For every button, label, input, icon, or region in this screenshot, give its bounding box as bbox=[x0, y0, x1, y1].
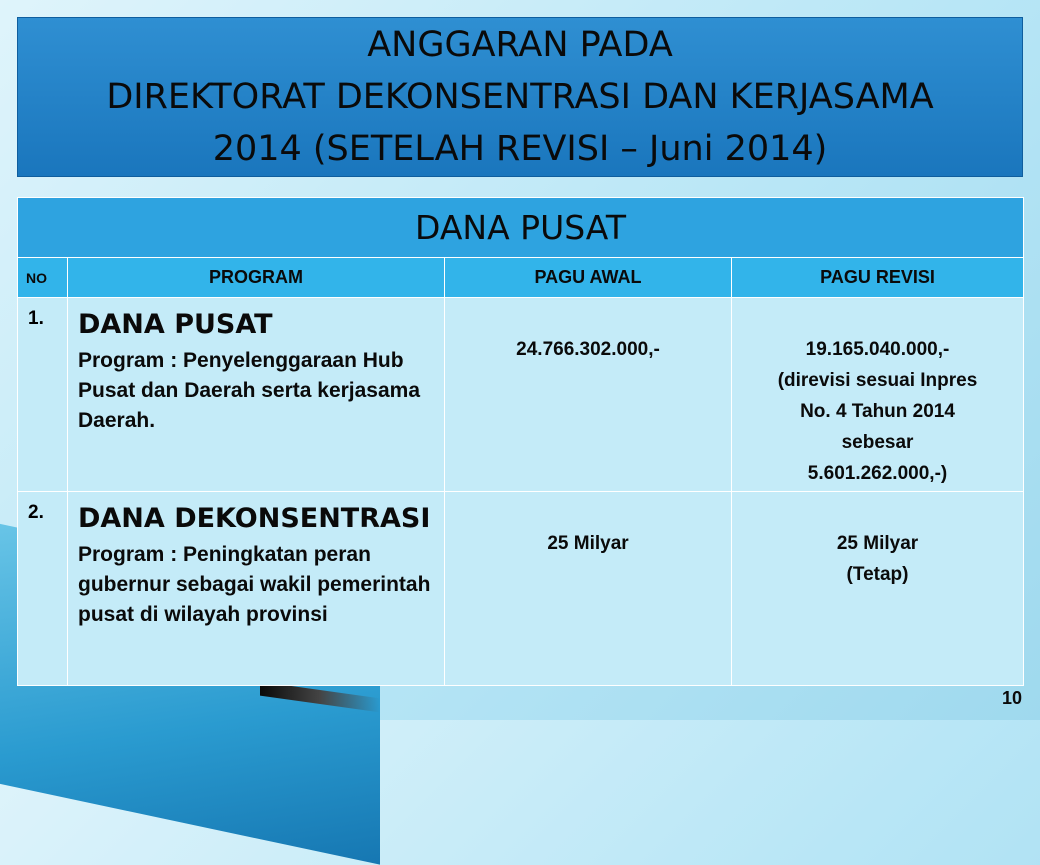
title-box bbox=[17, 17, 1023, 177]
pagu-awal-cell bbox=[445, 298, 732, 492]
table-header-row bbox=[18, 258, 1024, 298]
page-number: 10 bbox=[1001, 688, 1022, 708]
program-cell bbox=[68, 492, 445, 686]
pagu-revisi-cell bbox=[732, 298, 1024, 492]
pagu-revisi-line: (direvisi sesuai Inpres bbox=[777, 370, 978, 391]
pagu-revisi-line: (Tetap) bbox=[846, 564, 909, 585]
pagu-revisi-line: 5.601.262.000,-) bbox=[807, 463, 948, 484]
pagu-revisi-line: sebesar bbox=[841, 432, 914, 453]
program-title: DANA PUSAT bbox=[78, 309, 273, 340]
header-no: NO bbox=[18, 258, 68, 298]
row-number: 2. bbox=[18, 492, 68, 686]
pagu-revisi-line: No. 4 Tahun 2014 bbox=[800, 401, 955, 422]
pagu-awal-value: 25 Milyar bbox=[547, 533, 629, 554]
pagu-revisi-cell bbox=[732, 492, 1024, 686]
program-cell bbox=[68, 298, 445, 492]
header-pagu-awal: PAGU AWAL bbox=[445, 258, 732, 298]
program-description: Program : Penyelenggaraan Hub Pusat dan Daerah serta kerjasama Daerah. bbox=[78, 349, 421, 432]
table-row bbox=[18, 492, 1024, 686]
pagu-revisi-line: 25 Milyar bbox=[836, 533, 919, 554]
header-program: PROGRAM bbox=[68, 258, 445, 298]
title-line-2: DIREKTORAT DEKONSENTRASI DAN KERJASAMA bbox=[106, 77, 934, 117]
table-band-title: DANA PUSAT bbox=[18, 198, 1024, 258]
pagu-awal-cell bbox=[445, 492, 732, 686]
row-number: 1. bbox=[18, 298, 68, 492]
pagu-awal-value: 24.766.302.000,- bbox=[516, 339, 660, 360]
header-pagu-revisi: PAGU REVISI bbox=[732, 258, 1024, 298]
title-line-1: ANGGARAN PADA bbox=[367, 25, 673, 65]
pagu-revisi-line: 19.165.040.000,- bbox=[805, 339, 950, 360]
program-description: Program : Peningkatan peran gubernur sebagai wakil pemerintah pusat di wilayah provinsi bbox=[78, 543, 431, 626]
budget-table bbox=[17, 197, 1024, 686]
title-line-3: 2014 (SETELAH REVISI – Juni 2014) bbox=[212, 129, 828, 169]
table-row bbox=[18, 298, 1024, 492]
program-title: DANA DEKONSENTRASI bbox=[78, 503, 431, 534]
